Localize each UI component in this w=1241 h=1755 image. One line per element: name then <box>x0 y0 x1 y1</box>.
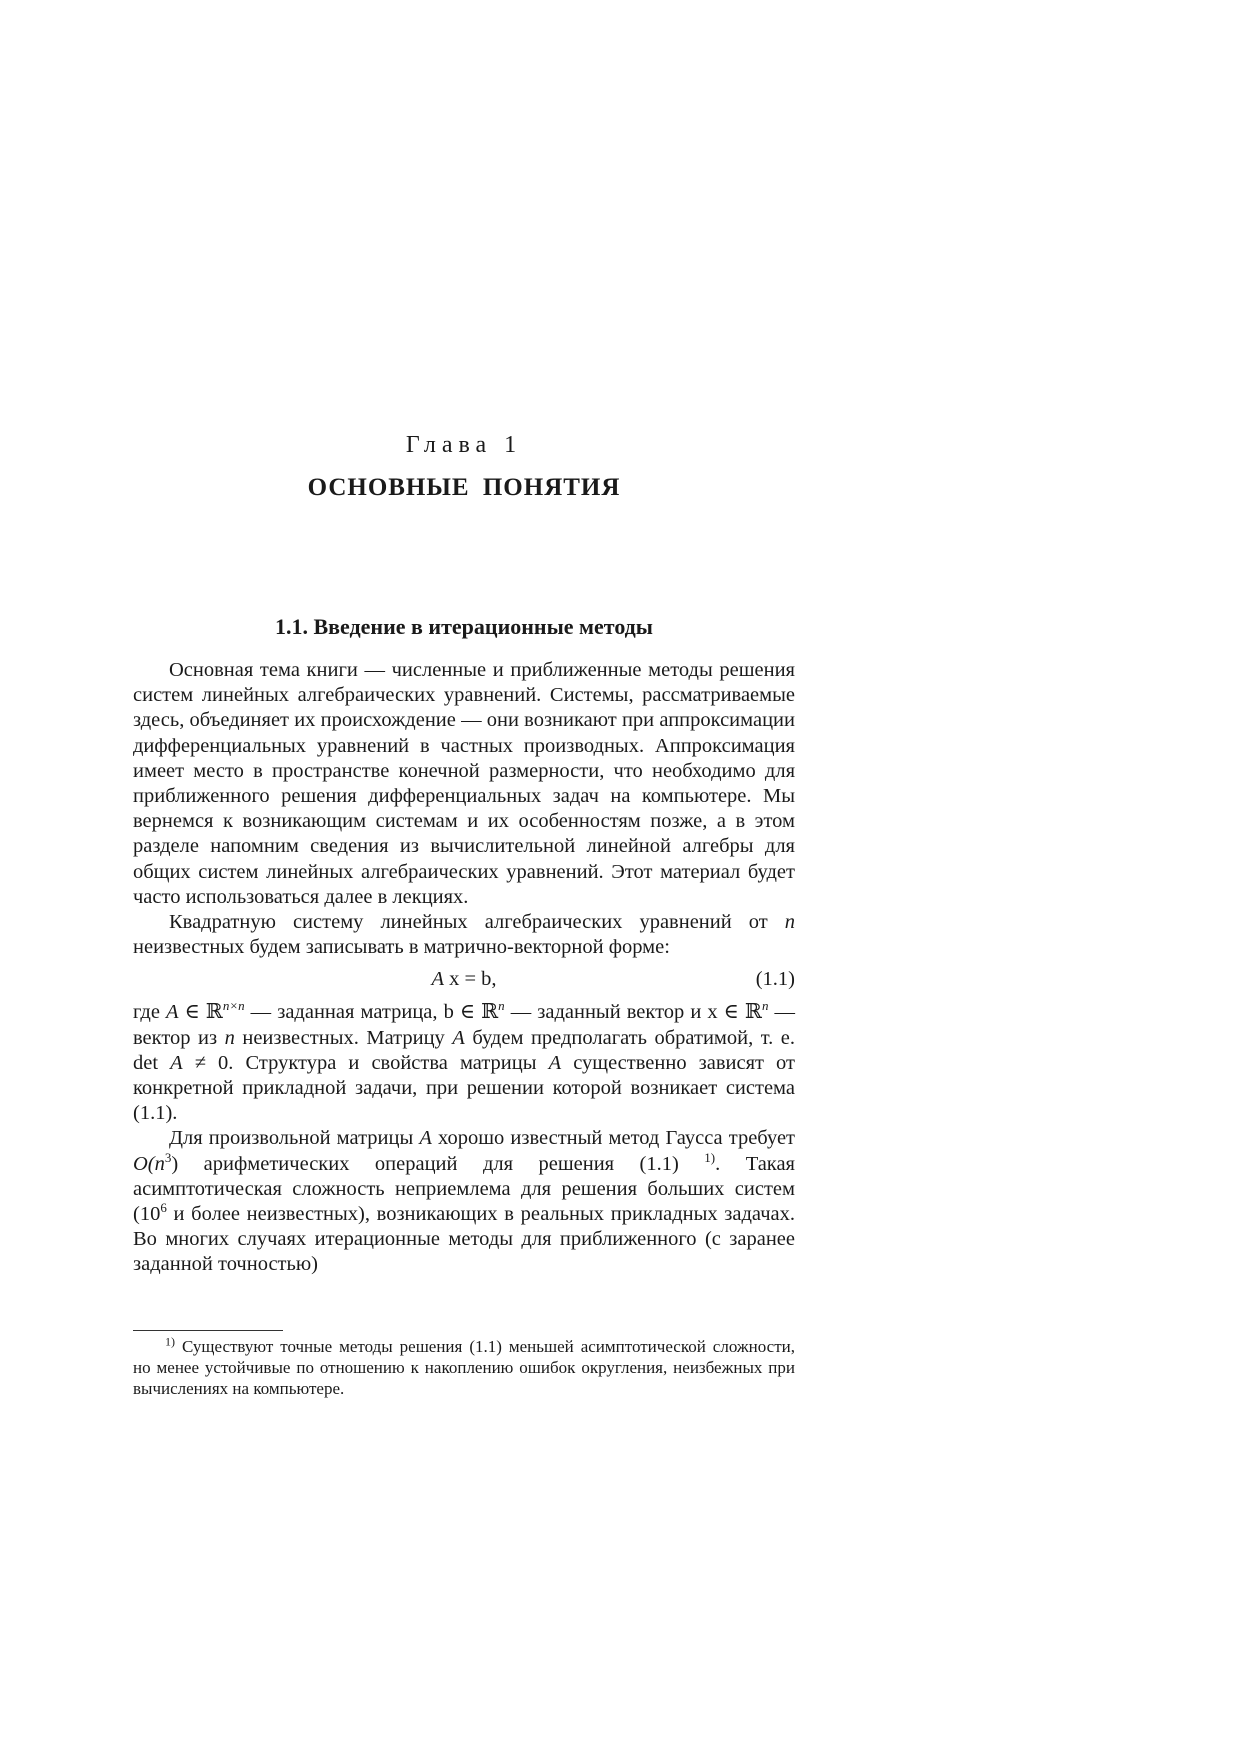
footnote-marker: 1) <box>165 1334 175 1349</box>
math-A: A <box>548 1051 562 1074</box>
section-title: 1.1. Введение в итерационные методы <box>275 614 653 639</box>
paragraph-intro: Основная тема книги — численные и приближенные методы решения систем линейных алгебраических уравнений. Системы, рассматриваемые здесь, объединяет их происхождение — они возникают при аппроксимации дифференциальных уравнений в частных производных. Аппроксимация имеет место в пространстве конечной размерности, что необходимо для приближенного решения дифференциальных задач на компьютере. Мы вернемся к возникающим системам и их особенностям позже, а в этом разделе напомним сведения из вычислительной линейной алгебры для общих систем линейных алгебраических уравнений. Этот материал будет часто использоваться далее в лекциях. <box>133 659 795 908</box>
text-span: — заданный вектор и x ∈ ℝ <box>504 1001 762 1024</box>
math-A: A <box>452 1026 465 1049</box>
math-A: A <box>431 968 444 991</box>
equation-body <box>133 967 795 992</box>
text-span: хорошо известный метод Гаусса требует <box>431 1127 795 1150</box>
text-span: ≠ 0. Структура и свойства матрицы <box>182 1051 549 1074</box>
math-A: A <box>419 1127 432 1150</box>
text-span: и более неизвестных), возникающих в реальных прикладных задачах. Во многих случаях итерационные методы для приближенного (с заранее заданной точностью) <box>133 1203 795 1276</box>
text-span: Квадратную систему линейных алгебраических уравнений от <box>169 911 785 934</box>
footnote-text: Существуют точные методы решения (1.1) меньшей асимптотической сложности, но менее устойчивые по отношению к накоплению ошибок округления, неизбежных при вычислениях на компьютере. <box>133 1337 795 1398</box>
math-nxn: n×n <box>222 998 245 1014</box>
text-span: будем предполагать обратимой, т. е. det <box>133 1026 795 1074</box>
footnote-divider <box>133 1330 283 1331</box>
text-span: неизвестных будем записывать в матрично-векторной форме: <box>133 936 670 959</box>
paragraph-where <box>133 1000 795 1126</box>
paragraph-system <box>133 910 795 960</box>
math-big-o: O(n <box>133 1152 165 1175</box>
text-span: Для произвольной матрицы <box>169 1127 420 1150</box>
text-span: ) <box>171 1152 179 1175</box>
math-n: n <box>784 911 795 934</box>
math-A: A <box>165 1001 179 1024</box>
equation-rest: x = b, <box>443 968 497 991</box>
math-A: A <box>170 1051 183 1074</box>
body-text <box>133 658 795 1278</box>
equation-1-1 <box>133 962 795 1000</box>
math-exponent: 3 <box>164 1149 172 1165</box>
text-span: — заданная матрица, b ∈ ℝ <box>244 1001 499 1024</box>
text-span: где <box>133 1001 166 1024</box>
text-span: арифметических операций для решения (1.1) <box>178 1152 705 1175</box>
text-span: ∈ ℝ <box>178 1001 223 1024</box>
math-n: n <box>498 998 505 1014</box>
math-n: n <box>224 1026 235 1049</box>
paragraph-gauss <box>133 1126 795 1277</box>
math-exponent: 6 <box>160 1200 167 1216</box>
text-span: существенно зависят от конкретной прикладной задачи, при решении которой возникает система (1.1). <box>133 1051 795 1125</box>
text-span: . Такая асимптотическая сложность неприемлема для решения больших систем (10 <box>133 1152 795 1226</box>
chapter-label: Глава 1 <box>405 432 523 458</box>
text-span: — вектор из <box>133 1001 795 1049</box>
math-n: n <box>761 998 769 1014</box>
footnote <box>133 1336 795 1399</box>
equation-number: (1.1) <box>755 968 795 991</box>
chapter-title: ОСНОВНЫЕ ПОНЯТИЯ <box>307 474 621 501</box>
footnote-ref[interactable]: 1) <box>704 1149 716 1165</box>
text-span: неизвестных. Матрицу <box>234 1026 453 1049</box>
